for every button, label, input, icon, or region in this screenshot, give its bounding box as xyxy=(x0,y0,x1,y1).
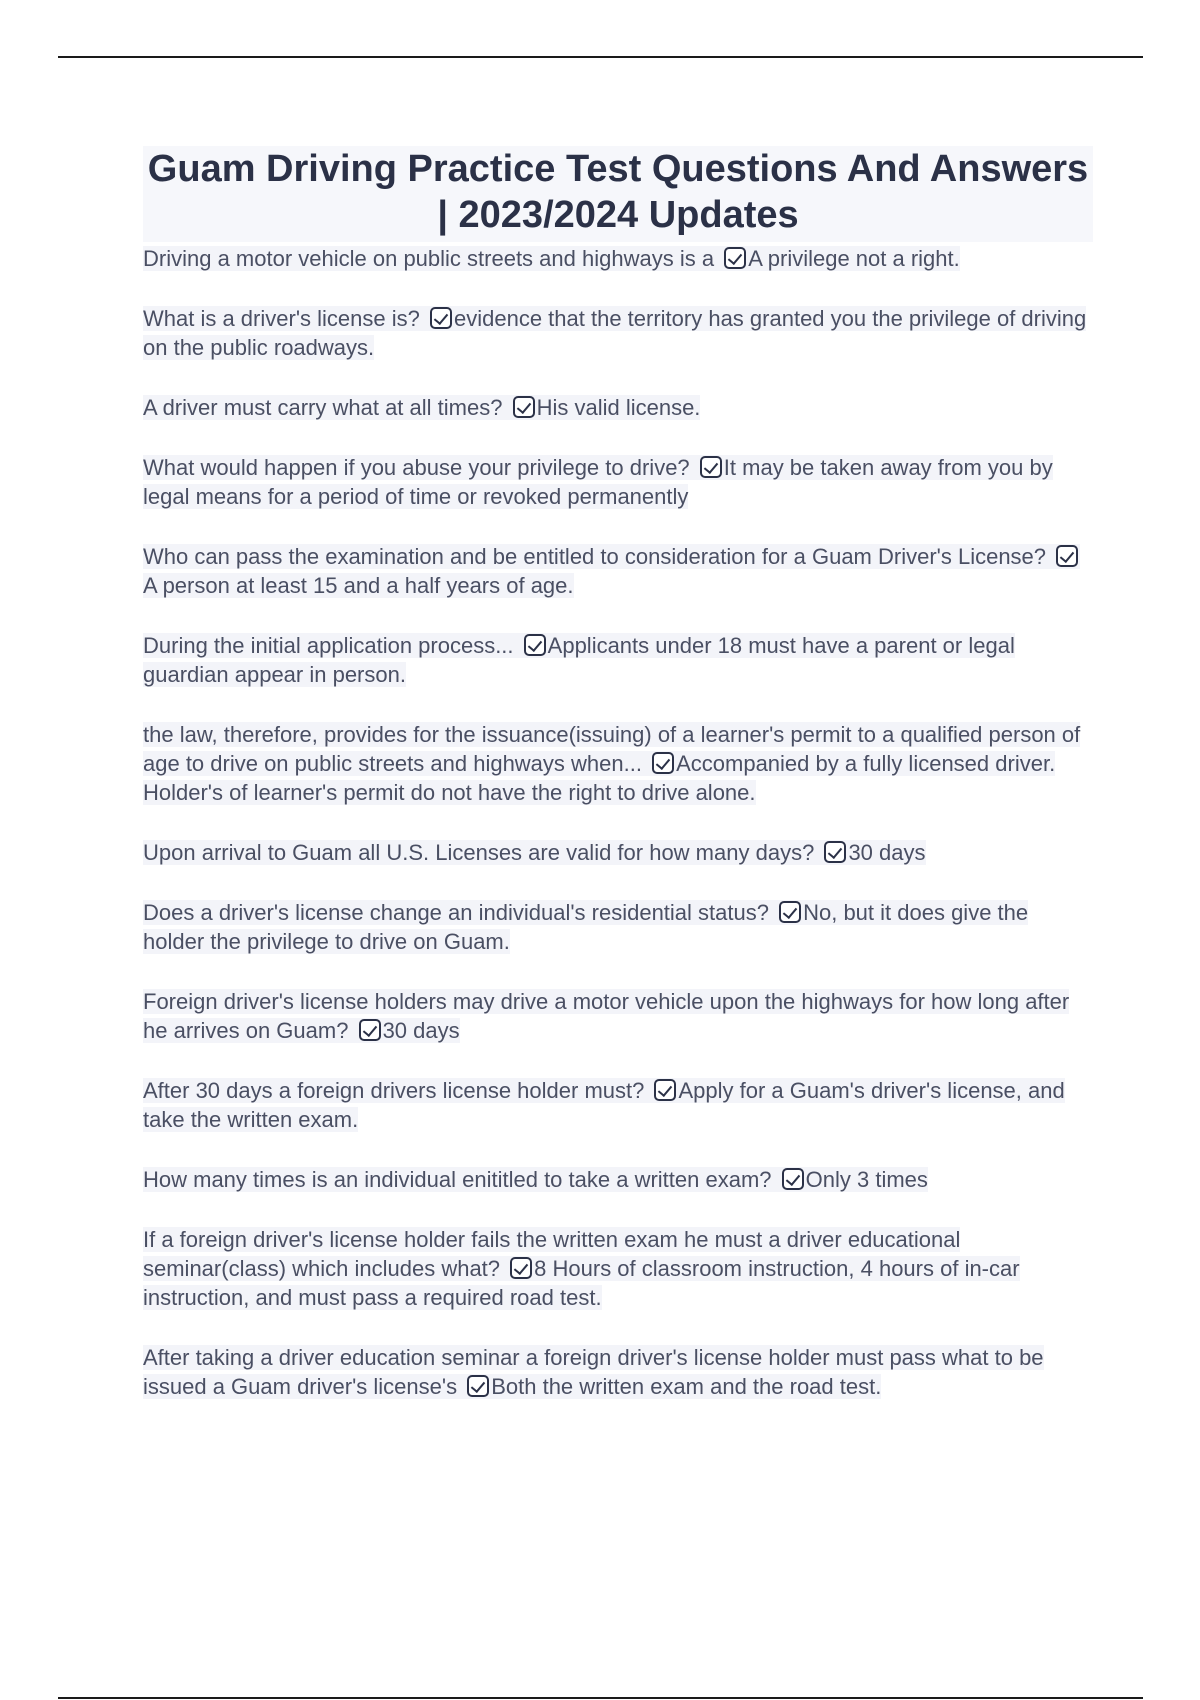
qa-item xyxy=(143,304,1093,362)
question-text: How many times is an individual enititled to take a written exam? xyxy=(143,1167,772,1192)
checkbox-checked-icon xyxy=(524,634,546,656)
answer-text: 8 Hours of classroom instruction, 4 hours of in-car instruction, and must pass a required road test. xyxy=(143,1256,1020,1310)
qa-item xyxy=(143,542,1093,600)
question-text: the law, therefore, provides for the issuance(issuing) of a learner's permit to a qualified person of age to drive on public streets and highways when... xyxy=(143,722,1081,776)
document-content xyxy=(143,146,1093,1432)
answer-text: Only 3 times xyxy=(805,1167,928,1192)
checkbox-checked-icon xyxy=(700,456,722,478)
checkbox-checked-icon xyxy=(513,396,535,418)
qa-item xyxy=(143,838,1093,867)
question-text: What would happen if you abuse your privilege to drive? xyxy=(143,455,690,480)
answer-text: His valid license. xyxy=(536,395,701,420)
answer-text: 30 days xyxy=(848,840,926,865)
qa-list xyxy=(143,244,1093,1401)
answer-text: It may be taken away from you by legal means for a period of time or revoked permanently xyxy=(143,455,1053,509)
qa-item xyxy=(143,453,1093,511)
answer-text: 30 days xyxy=(382,1018,460,1043)
question-text: After 30 days a foreign drivers license holder must? xyxy=(143,1078,645,1103)
question-text: During the initial application process... xyxy=(143,633,514,658)
answer-text: Both the written exam and the road test. xyxy=(491,1374,882,1399)
checkbox-checked-icon xyxy=(430,307,452,329)
qa-item xyxy=(143,1343,1093,1401)
checkbox-checked-icon xyxy=(1056,545,1078,567)
answer-text: A person at least 15 and a half years of age. xyxy=(143,573,574,598)
answer-text: No, but it does give the holder the privilege to drive on Guam. xyxy=(143,900,1029,954)
document-title: Guam Driving Practice Test Questions And Answers | 2023/2024 Updates xyxy=(147,148,1089,236)
answer-text: Apply for a Guam's driver's license, and take the written exam. xyxy=(143,1078,1065,1132)
checkbox-checked-icon xyxy=(782,1168,804,1190)
qa-item xyxy=(143,244,1093,273)
qa-item xyxy=(143,631,1093,689)
question-text: If a foreign driver's license holder fails the written exam he must a driver educational seminar(class) which includes what? xyxy=(143,1227,961,1281)
checkbox-checked-icon xyxy=(467,1375,489,1397)
question-text: Who can pass the examination and be entitled to consideration for a Guam Driver's License? xyxy=(143,544,1047,569)
checkbox-checked-icon xyxy=(724,247,746,269)
qa-item xyxy=(143,1225,1093,1312)
answer-text: A privilege not a right. xyxy=(748,246,960,271)
checkbox-checked-icon xyxy=(654,1079,676,1101)
answer-text: Accompanied by a fully licensed driver. Holder's of learner's permit do not have the right to drive alone. xyxy=(143,751,1056,805)
question-text: Upon arrival to Guam all U.S. Licenses are valid for how many days? xyxy=(143,840,815,865)
qa-item xyxy=(143,720,1093,807)
qa-item xyxy=(143,393,1093,422)
checkbox-checked-icon xyxy=(510,1257,532,1279)
question-text: A driver must carry what at all times? xyxy=(143,395,503,420)
checkbox-checked-icon xyxy=(652,752,674,774)
answer-text: evidence that the territory has granted you the privilege of driving on the public roadways. xyxy=(143,306,1087,360)
qa-item xyxy=(143,898,1093,956)
checkbox-checked-icon xyxy=(824,841,846,863)
question-text: Driving a motor vehicle on public streets and highways is a xyxy=(143,246,715,271)
checkbox-checked-icon xyxy=(779,901,801,923)
question-text: Does a driver's license change an individual's residential status? xyxy=(143,900,769,925)
question-text: After taking a driver education seminar a foreign driver's license holder must pass what to be issued a Guam driver's license's xyxy=(143,1345,1044,1399)
qa-item xyxy=(143,1165,1093,1194)
qa-item xyxy=(143,1076,1093,1134)
qa-item xyxy=(143,987,1093,1045)
title-block xyxy=(143,146,1093,242)
question-text: What is a driver's license is? xyxy=(143,306,420,331)
checkbox-checked-icon xyxy=(359,1019,381,1041)
top-rule xyxy=(58,56,1143,58)
question-text: Foreign driver's license holders may drive a motor vehicle upon the highways for how long after he arrives on Guam? xyxy=(143,989,1070,1043)
answer-text: Applicants under 18 must have a parent or legal guardian appear in person. xyxy=(143,633,1015,687)
bottom-rule xyxy=(58,1697,1143,1699)
